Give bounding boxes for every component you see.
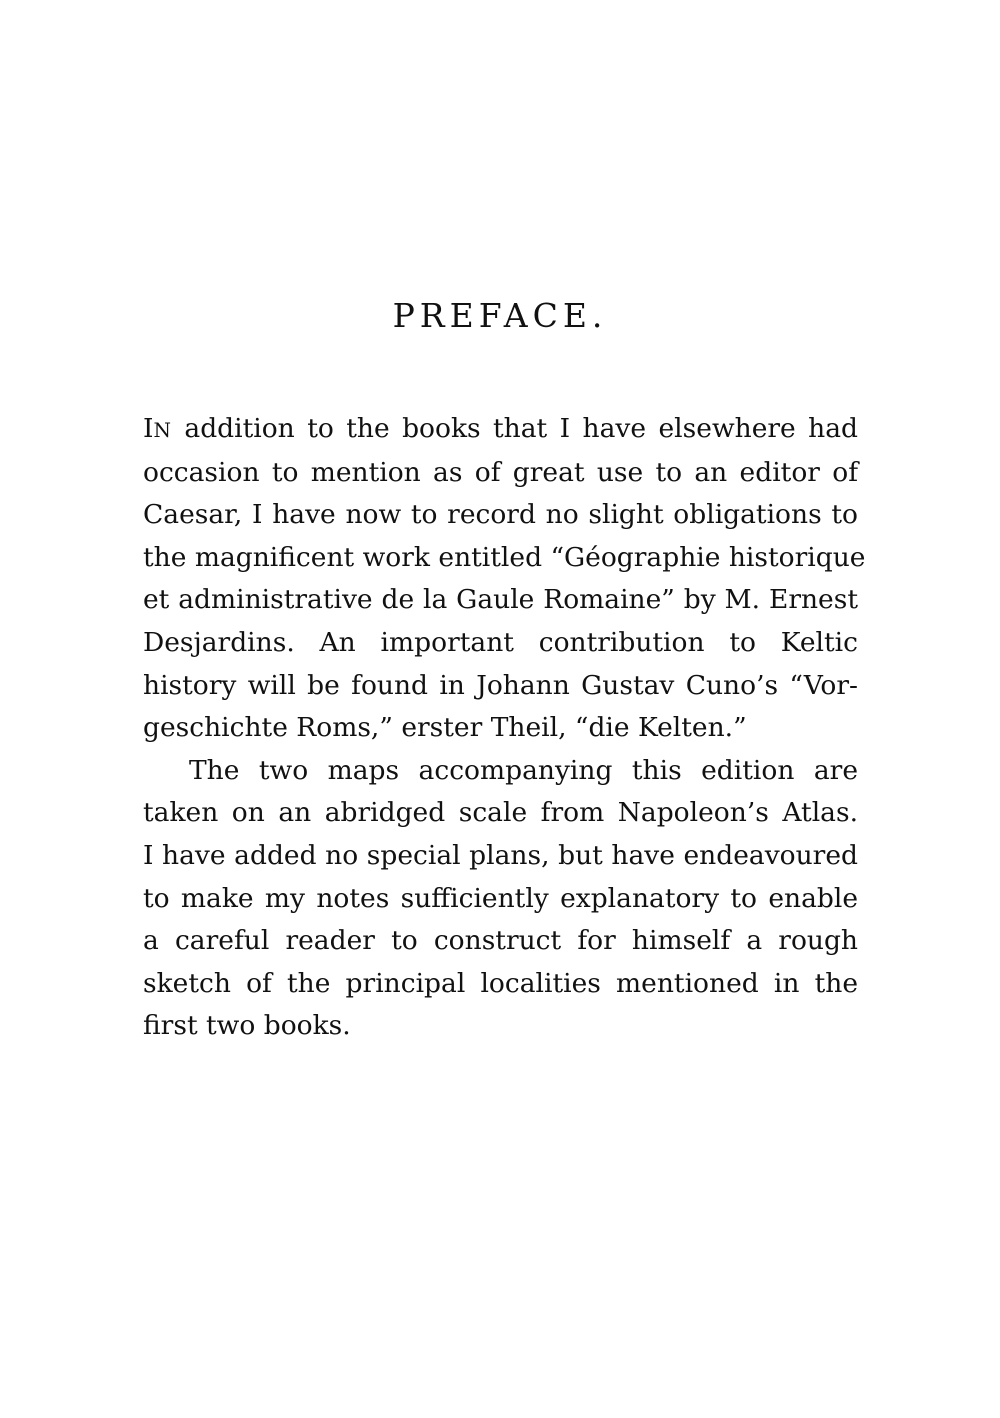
text-line: geschichte Roms,” erster Theil, “die Kelten.” xyxy=(143,712,747,744)
text-line: et administrative de la Gaule Romaine” by M. Ernest xyxy=(143,584,858,616)
page-title: PREFACE. xyxy=(392,296,608,335)
text-line: the magnificent work entitled “Géographie historique xyxy=(143,541,866,573)
text-line: taken on an abridged scale from Napoleon’s Atlas. xyxy=(143,797,858,829)
text-line: Caesar, I have now to record no slight obligations to xyxy=(143,499,858,531)
text-line: sketch of the principal localities mentioned in the xyxy=(143,967,858,999)
text-line: first two books. xyxy=(143,1010,351,1042)
paragraph-1 xyxy=(143,408,866,750)
text-line: to make my notes sufficiently explanatory to enable xyxy=(143,882,858,914)
text-line: The two maps accompanying this edition are xyxy=(189,754,858,786)
drop-initial: I xyxy=(143,413,154,444)
text-line: occasion to mention as of great use to an editor of xyxy=(143,456,858,488)
text-line xyxy=(143,408,858,452)
text-line: I have added no special plans, but have endeavoured xyxy=(143,839,858,871)
line-text: addition to the books that I have elsewhere had xyxy=(171,413,858,444)
paragraph-2 xyxy=(143,750,858,1048)
text-line: a careful reader to construct for himself a rough xyxy=(143,925,858,957)
small-caps-letter: N xyxy=(153,418,172,442)
text-line: Desjardins. An important contribution to Keltic xyxy=(143,626,858,658)
preface-body xyxy=(143,408,866,1048)
text-line: history will be found in Johann Gustav Cuno’s “Vor- xyxy=(143,669,858,701)
